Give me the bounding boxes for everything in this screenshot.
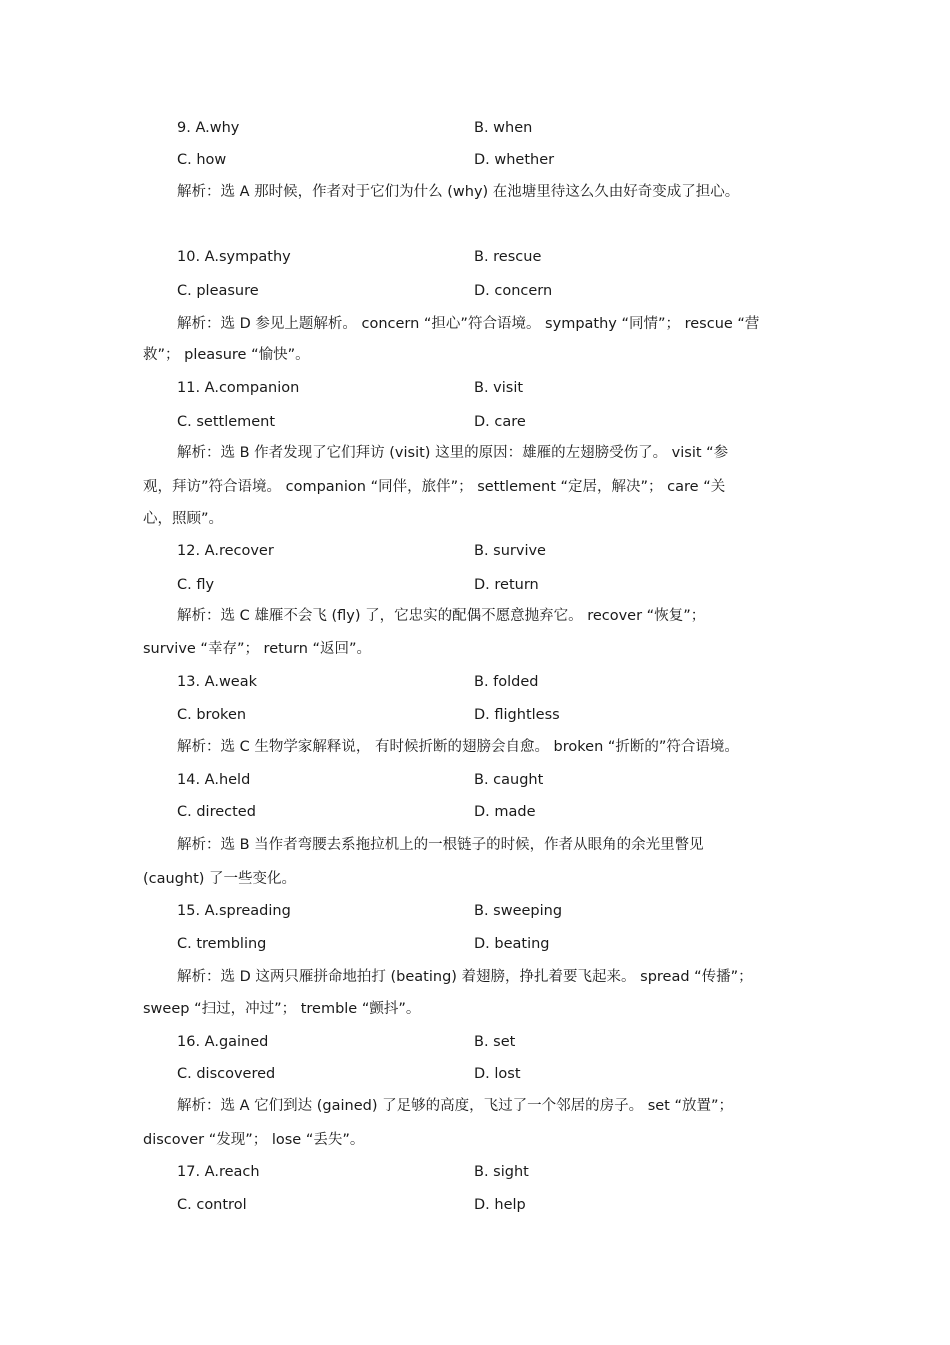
q12-explanation: 解析：选 C 雄雁不会飞 (fly) 了，它忠实的配偶不愿意抛弃它。 recover “恢复”；	[177, 608, 706, 624]
q14-option-c: C. directed	[177, 804, 256, 820]
q13-option-c: C. broken	[177, 707, 247, 723]
q14-option-a: 14. A.held	[177, 772, 251, 788]
q17-option-a: 17. A.reach	[177, 1164, 260, 1180]
q11-option-b: B. visit	[474, 380, 524, 396]
q15-option-a: 15. A.spreading	[177, 903, 291, 919]
q14-explanation: 解析：选 B 当作者弯腰去系拖拉机上的一根链子的时候，作者从眼角的余光里瞥见	[177, 837, 704, 853]
q9-explanation: 解析：选 A 那时候，作者对于它们为什么 (why) 在池塘里待这么久由好奇变成了担心。	[177, 184, 740, 200]
q13-option-b: B. folded	[474, 674, 539, 690]
q13-option-a: 13. A.weak	[177, 674, 258, 690]
q17-option-c: C. control	[177, 1197, 247, 1213]
q12-option-b: B. survive	[474, 543, 546, 559]
q15-explanation: 解析：选 D 这两只雁拼命地拍打 (beating) 着翅膀，挣扎着要飞起来。 spread “传播”；	[177, 969, 753, 985]
q15-option-c: C. trembling	[177, 936, 267, 952]
q10-option-b: B. rescue	[474, 249, 542, 265]
q10-explanation: 解析：选 D 参见上题解析。 concern “担心”符合语境。 sympathy “同情”； rescue “营	[177, 316, 760, 332]
q9-option-c: C. how	[177, 152, 227, 168]
q9-option-b: B. when	[474, 120, 533, 136]
q12-option-c: C. fly	[177, 577, 215, 593]
q16-option-c: C. discovered	[177, 1066, 276, 1082]
q12-explanation-cont: survive “幸存”； return “返回”。	[143, 641, 372, 657]
q11-option-a: 11. A.companion	[177, 380, 300, 396]
q10-option-a: 10. A.sympathy	[177, 249, 291, 265]
q10-option-d: D. concern	[474, 283, 553, 299]
q13-explanation: 解析：选 C 生物学家解释说， 有时候折断的翅膀会自愈。 broken “折断的”符合语境。	[177, 739, 739, 755]
q14-explanation-cont: (caught) 了一些变化。	[143, 871, 297, 887]
q15-explanation-cont: sweep “扫过，冲过”； tremble “颤抖”。	[143, 1001, 421, 1017]
q11-explanation-cont2: 心，照顾”。	[143, 511, 224, 527]
q16-option-b: B. set	[474, 1034, 516, 1050]
q16-explanation-cont: discover “发现”； lose “丢失”。	[143, 1132, 365, 1148]
q13-option-d: D. flightless	[474, 707, 560, 723]
q15-option-d: D. beating	[474, 936, 550, 952]
q16-explanation: 解析：选 A 它们到达 (gained) 了足够的高度，飞过了一个邻居的房子。 set “放置”；	[177, 1098, 734, 1114]
q9-option-d: D. whether	[474, 152, 555, 168]
q11-option-d: D. care	[474, 414, 526, 430]
q12-option-a: 12. A.recover	[177, 543, 274, 559]
q10-option-c: C. pleasure	[177, 283, 259, 299]
q15-option-b: B. sweeping	[474, 903, 563, 919]
q12-option-d: D. return	[474, 577, 539, 593]
q16-option-d: D. lost	[474, 1066, 521, 1082]
q16-option-a: 16. A.gained	[177, 1034, 269, 1050]
q14-option-b: B. caught	[474, 772, 544, 788]
q11-explanation: 解析：选 B 作者发现了它们拜访 (visit) 这里的原因：雄雁的左翅膀受伤了。 visit “参	[177, 445, 729, 461]
q14-option-d: D. made	[474, 804, 536, 820]
q11-explanation-cont: 观，拜访”符合语境。 companion “同伴，旅伴”； settlement “定居，解决”； care “关	[143, 479, 726, 495]
q17-option-d: D. help	[474, 1197, 526, 1213]
q17-option-b: B. sight	[474, 1164, 529, 1180]
q9-option-a: 9. A.why	[177, 120, 240, 136]
q10-explanation-cont: 救”； pleasure “愉快”。	[143, 347, 310, 363]
q11-option-c: C. settlement	[177, 414, 276, 430]
